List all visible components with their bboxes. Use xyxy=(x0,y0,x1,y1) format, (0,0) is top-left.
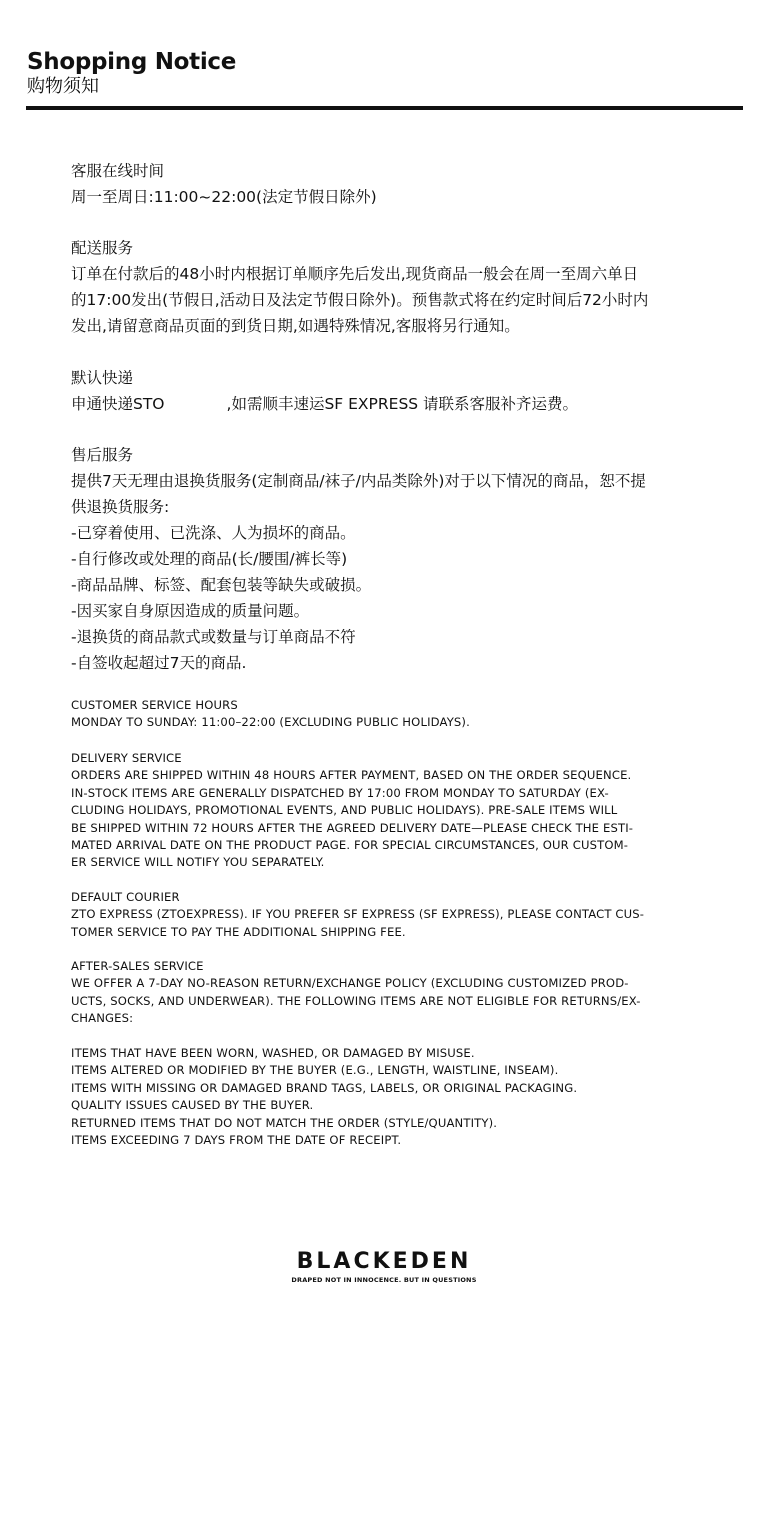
cn-after-sales-item: -已穿着使用、已洗涤、人为损坏的商品。 xyxy=(71,524,356,542)
en-hours-body: MONDAY TO SUNDAY: 11:00–22:00 (EXCLUDING PUBLIC HOLIDAYS). xyxy=(71,715,470,730)
cn-hours-section xyxy=(71,158,691,210)
en-after-sales-section xyxy=(71,958,691,1028)
cn-courier-heading: 默认快递 xyxy=(71,369,134,387)
en-after-sales-heading: AFTER-SALES SERVICE xyxy=(71,959,204,973)
cn-after-sales-section xyxy=(71,442,691,676)
cn-courier-body-right: ,如需顺丰速运SF EXPRESS 请联系客服补齐运费。 xyxy=(226,395,579,413)
cn-after-sales-intro: 供退换货服务: xyxy=(71,498,170,516)
cn-courier-section xyxy=(71,365,691,417)
en-delivery-line: ORDERS ARE SHIPPED WITHIN 48 HOURS AFTER PAYMENT, BASED ON THE ORDER SEQUENCE. xyxy=(71,768,632,783)
cn-hours-body: 周一至周日:11:00~22:00(法定节假日除外) xyxy=(71,188,377,206)
cn-courier-body xyxy=(71,391,691,417)
cn-hours-heading: 客服在线时间 xyxy=(71,162,165,180)
page-title: Shopping Notice xyxy=(27,49,237,75)
cn-after-sales-item: -自行修改或处理的商品(长/腰围/裤长等) xyxy=(71,550,348,568)
cn-delivery-line: 发出,请留意商品页面的到货日期,如遇特殊情况,客服将另行通知。 xyxy=(71,317,520,335)
page-header xyxy=(27,48,236,98)
en-delivery-line: IN-STOCK ITEMS ARE GENERALLY DISPATCHED BY 17:00 FROM MONDAY TO SATURDAY (EX- xyxy=(71,785,609,800)
cn-delivery-heading: 配送服务 xyxy=(71,239,134,257)
brand-tagline: DRAPED NOT IN INNOCENCE. BUT IN QUESTIONS xyxy=(291,1276,477,1284)
en-after-sales-item: ITEMS ALTERED OR MODIFIED BY THE BUYER (E.G., LENGTH, WAISTLINE, INSEAM). xyxy=(71,1063,559,1078)
cn-courier-body-left: 申通快递STO xyxy=(71,395,165,413)
en-courier-line: ZTO EXPRESS (ZTOEXPRESS). IF YOU PREFER SF EXPRESS (SF EXPRESS), PLEASE CONTACT CUS- xyxy=(71,907,645,922)
en-hours-section xyxy=(71,697,691,732)
en-after-sales-line: WE OFFER A 7-DAY NO-REASON RETURN/EXCHANGE POLICY (EXCLUDING CUSTOMIZED PROD- xyxy=(71,976,629,991)
en-after-sales-item: ITEMS THAT HAVE BEEN WORN, WASHED, OR DAMAGED BY MISUSE. xyxy=(71,1046,475,1060)
cn-delivery-section xyxy=(71,235,691,339)
en-hours-heading: CUSTOMER SERVICE HOURS xyxy=(71,698,238,712)
en-delivery-line: CLUDING HOLIDAYS, PROMOTIONAL EVENTS, AND PUBLIC HOLIDAYS). PRE-SALE ITEMS WILL xyxy=(71,803,618,818)
en-courier-line: TOMER SERVICE TO PAY THE ADDITIONAL SHIPPING FEE. xyxy=(71,924,406,939)
en-after-sales-item: RETURNED ITEMS THAT DO NOT MATCH THE ORDER (STYLE/QUANTITY). xyxy=(71,1115,498,1130)
en-delivery-line: BE SHIPPED WITHIN 72 HOURS AFTER THE AGREED DELIVERY DATE—PLEASE CHECK THE ESTI- xyxy=(71,820,634,835)
header-divider xyxy=(26,106,743,110)
page-subtitle: 购物须知 xyxy=(27,76,99,97)
cn-after-sales-item: -退换货的商品款式或数量与订单商品不符 xyxy=(71,628,356,646)
en-after-sales-item: QUALITY ISSUES CAUSED BY THE BUYER. xyxy=(71,1098,314,1113)
en-after-sales-line: UCTS, SOCKS, AND UNDERWEAR). THE FOLLOWING ITEMS ARE NOT ELIGIBLE FOR RETURNS/EX- xyxy=(71,993,641,1008)
cn-after-sales-heading: 售后服务 xyxy=(71,446,134,464)
en-courier-heading: DEFAULT COURIER xyxy=(71,890,180,904)
brand-logo xyxy=(0,1250,768,1284)
cn-delivery-line: 的17:00发出(节假日,活动日及法定节假日除外)。预售款式将在约定时间后72小时内 xyxy=(71,291,649,309)
cn-delivery-line: 订单在付款后的48小时内根据订单顺序先后发出,现货商品一般会在周一至周六单日 xyxy=(71,265,639,283)
en-delivery-heading: DELIVERY SERVICE xyxy=(71,751,182,765)
en-delivery-line: ER SERVICE WILL NOTIFY YOU SEPARATELY. xyxy=(71,855,325,870)
cn-after-sales-item: -自签收起超过7天的商品. xyxy=(71,654,247,672)
en-delivery-section xyxy=(71,750,691,872)
en-after-sales-item: ITEMS EXCEEDING 7 DAYS FROM THE DATE OF RECEIPT. xyxy=(71,1133,402,1148)
cn-after-sales-item: -因买家自身原因造成的质量问题。 xyxy=(71,602,310,620)
en-courier-section xyxy=(71,889,691,941)
en-delivery-line: MATED ARRIVAL DATE ON THE PRODUCT PAGE. FOR SPECIAL CIRCUMSTANCES, OUR CUSTOM- xyxy=(71,838,629,853)
en-after-sales-list xyxy=(71,1045,691,1149)
cn-after-sales-intro: 提供7天无理由退换货服务(定制商品/袜子/内品类除外)对于以下情况的商品，恕不提 xyxy=(71,472,646,490)
cn-after-sales-item: -商品品牌、标签、配套包装等缺失或破损。 xyxy=(71,576,372,594)
en-after-sales-line: CHANGES: xyxy=(71,1011,134,1026)
en-after-sales-item: ITEMS WITH MISSING OR DAMAGED BRAND TAGS, LABELS, OR ORIGINAL PACKAGING. xyxy=(71,1080,578,1095)
brand-wordmark: BLACKEDEN xyxy=(296,1249,472,1274)
